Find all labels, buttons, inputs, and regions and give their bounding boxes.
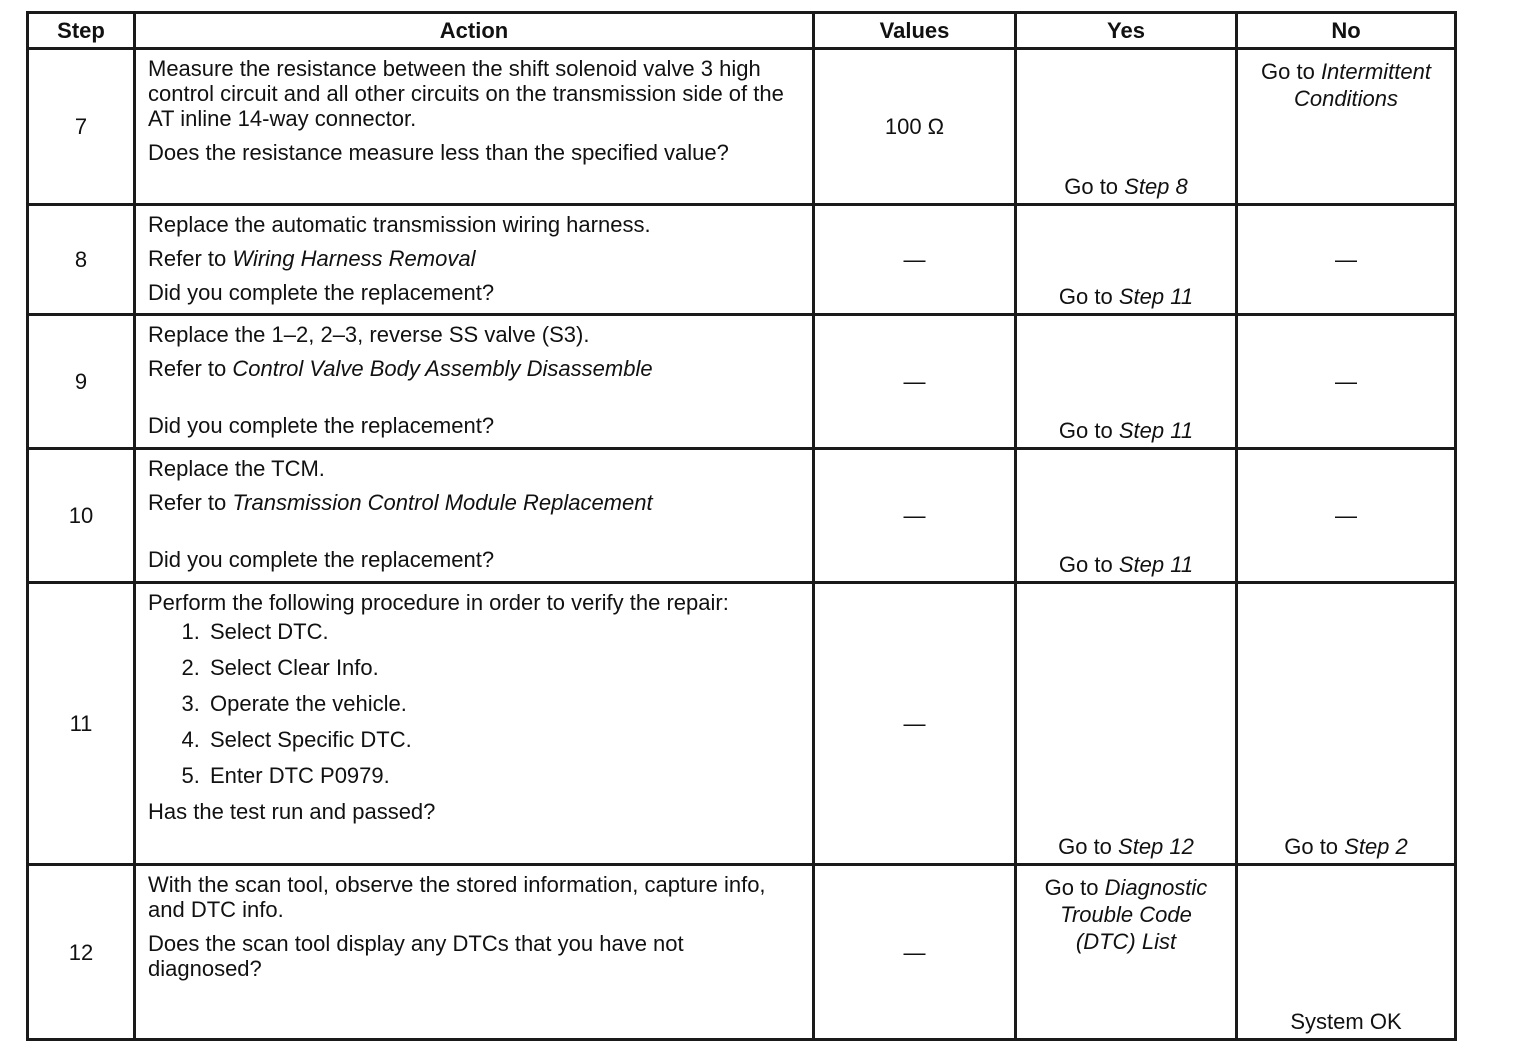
action-question: Did you complete the replacement? [148,547,495,572]
refer-link[interactable]: Transmission Control Module Replacement [232,490,653,515]
table-row [28,583,1456,865]
action-text: Replace the 1–2, 2–3, reverse SS valve (S3). [148,322,590,347]
action-refer [148,246,802,271]
value-cell: — [814,449,1016,583]
no-prefix: Go to [1284,834,1345,859]
yes-prefix: Go to [1058,834,1119,859]
step-number: 9 [28,315,135,449]
action-text: Replace the TCM. [148,456,325,481]
header-yes: Yes [1016,13,1237,49]
action-question: Did you complete the replacement? [148,413,495,438]
refer-prefix: Refer to [148,490,233,515]
table-row [28,315,1456,449]
refer-prefix: Refer to [148,246,233,271]
yes-link[interactable]: Step 11 [1118,284,1194,309]
yes-cell [1016,315,1237,449]
yes-cell [1016,583,1237,865]
yes-prefix: Go to [1058,284,1119,309]
action-text: Perform the following procedure in order to verify the repair: [148,590,729,615]
list-item: 5. Enter DTC P0979. [206,763,802,788]
table-row [28,49,1456,205]
step-number: 12 [28,865,135,1040]
yes-link[interactable]: Step 8 [1124,174,1188,199]
table-row [28,865,1456,1040]
list-item: 2. Select Clear Info. [206,655,802,680]
list-item: 4. Select Specific DTC. [206,727,802,752]
yes-prefix: Go to [1058,552,1119,577]
value-cell: — [814,315,1016,449]
header-row [28,13,1456,49]
step-number: 8 [28,205,135,315]
header-values: Values [814,13,1016,49]
no-cell [1237,865,1456,1040]
table-row [28,449,1456,583]
step-number: 10 [28,449,135,583]
yes-prefix: Go to [1058,418,1119,443]
yes-cell [1016,449,1237,583]
diagnostic-table [26,11,1457,1041]
action-text: Replace the automatic transmission wiring harness. [148,212,651,237]
procedure-list [148,619,802,788]
list-item: 1. Select DTC. [206,619,802,644]
value-cell: 100 Ω [814,49,1016,205]
refer-prefix: Refer to [148,356,233,381]
action-question: Does the scan tool display any DTCs that you have not diagnosed? [148,931,684,981]
action-cell [135,315,814,449]
action-question: Has the test run and passed? [148,799,436,824]
yes-cell [1016,865,1237,1040]
action-refer [148,356,802,381]
refer-link[interactable]: Wiring Harness Removal [232,246,476,271]
value-cell: — [814,205,1016,315]
header-no: No [1237,13,1456,49]
no-link[interactable]: Intermittent Conditions [1294,59,1431,111]
no-prefix: Go to [1261,59,1321,84]
action-cell [135,449,814,583]
step-number: 11 [28,583,135,865]
action-refer [148,490,802,515]
header-action: Action [135,13,814,49]
table-row [28,205,1456,315]
no-result: System OK [1290,1009,1402,1034]
action-cell [135,865,814,1040]
action-cell [135,205,814,315]
list-item: 3. Operate the vehicle. [206,691,802,716]
no-cell: — [1237,205,1456,315]
yes-link[interactable]: Step 11 [1118,552,1194,577]
yes-link[interactable]: Step 11 [1118,418,1194,443]
action-question: Did you complete the replacement? [148,280,495,305]
value-cell: — [814,865,1016,1040]
action-text: With the scan tool, observe the stored information, capture info, and DTC info. [148,872,766,922]
yes-prefix: Go to [1044,875,1105,900]
no-cell: — [1237,449,1456,583]
no-cell [1237,583,1456,865]
yes-link[interactable]: Diagnostic Trouble Code (DTC) List [1060,875,1208,954]
yes-prefix: Go to [1064,174,1125,199]
no-cell [1237,49,1456,205]
no-link[interactable]: Step 2 [1344,834,1408,859]
action-question: Does the resistance measure less than the specified value? [148,140,729,165]
header-step: Step [28,13,135,49]
no-cell: — [1237,315,1456,449]
action-text: Measure the resistance between the shift solenoid valve 3 high control circuit and all other circuits on the transmission side of the AT inline 14-way connector. [148,56,784,131]
action-cell [135,49,814,205]
step-number: 7 [28,49,135,205]
refer-link[interactable]: Control Valve Body Assembly Disassemble [232,356,653,381]
yes-cell [1016,49,1237,205]
yes-link[interactable]: Step 12 [1118,834,1194,859]
value-cell: — [814,583,1016,865]
yes-cell [1016,205,1237,315]
action-cell [135,583,814,865]
